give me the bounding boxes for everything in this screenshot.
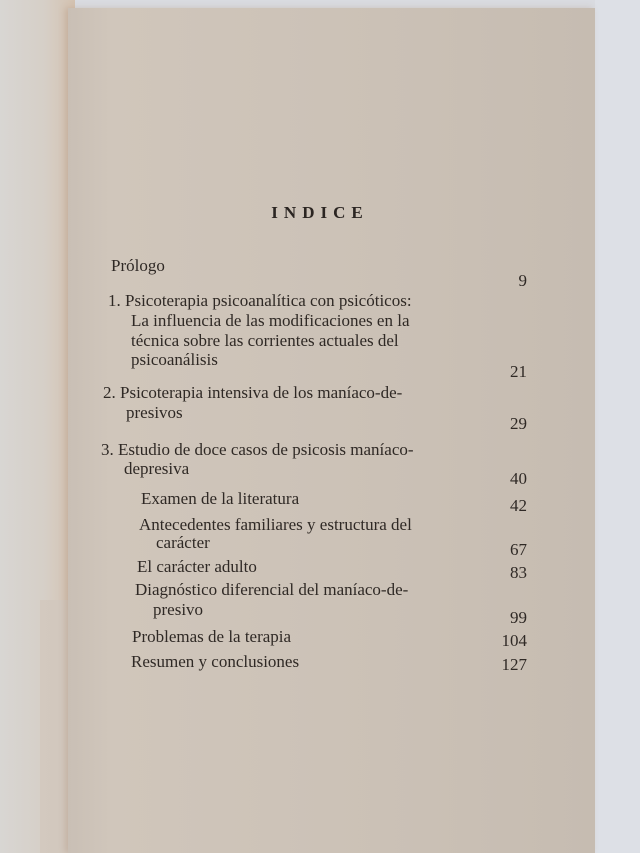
background-surface-right [595, 0, 640, 853]
toc-entry-1-line1: 1. Psicoterapia psicoanalítica con psicóticos: [108, 291, 412, 310]
toc-entry-2-line2: presivos [126, 403, 183, 422]
toc-subentry-problemas: Problemas de la terapia [132, 627, 292, 646]
toc-page-number: 104 [501, 631, 527, 650]
toc-page-number: 21 [510, 362, 527, 381]
toc-page-number: 83 [510, 563, 527, 582]
toc-subentry-antecedentes-line2: carácter [156, 533, 210, 552]
toc-page-number: 29 [510, 414, 527, 433]
toc-page-number: 99 [510, 608, 527, 627]
toc-page-number: 40 [510, 469, 527, 488]
toc-page-number: 42 [510, 496, 527, 515]
toc-page-number: 127 [501, 655, 527, 674]
toc-entry-1-line3: técnica sobre las corrientes actuales del [131, 331, 399, 350]
toc-page-number: 67 [510, 540, 527, 559]
toc-entry-3-line1: 3. Estudio de doce casos de psicosis maníaco- [101, 440, 414, 459]
page-title: INDICE [271, 203, 369, 222]
toc-entry-1-line2: La influencia de las modificaciones en la [131, 311, 410, 330]
toc-page-number: 9 [518, 271, 527, 290]
toc-entry-prologo: Prólogo [111, 256, 165, 275]
toc-subentry-caracter-adulto: El carácter adulto [137, 557, 257, 576]
toc-entry-3-line2: depresiva [124, 459, 190, 478]
toc-entry-2-line1: 2. Psicoterapia intensiva de los maníaco-de- [103, 383, 403, 402]
toc-subentry-examen: Examen de la literatura [141, 489, 300, 508]
toc-subentry-resumen: Resumen y conclusiones [131, 652, 300, 671]
toc-entry-1-line4: psicoanálisis [131, 350, 218, 369]
toc-subentry-diagnostico-line1: Diagnóstico diferencial del maníaco-de- [135, 580, 409, 599]
toc-subentry-antecedentes-line1: Antecedentes familiares y estructura del [139, 515, 412, 534]
toc-subentry-diagnostico-line2: presivo [153, 600, 204, 619]
